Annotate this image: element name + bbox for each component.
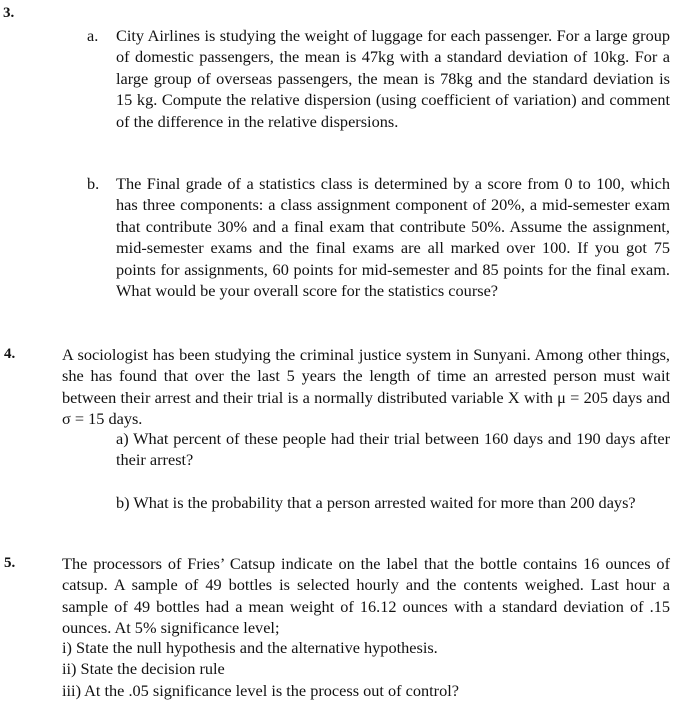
question-3b-text: The Final grade of a statistics class is determined by a score from 0 to 100, which has three components: a class assignment component of 20%, a mid-semester exam that contribute 30% and a final exam that contribute 50%. Assume the assignment, mid-semester exams and the final exams are all marked over 100. If you got 75 points for assignments, 60 points for mid-semester and 85 points for the final exam. What would be your overall score for the statistics course?	[116, 174, 670, 301]
question-3a-text: City Airlines is studying the weight of luggage for each passenger. For a large group of domestic passengers, the mean is 47kg with a standard deviation of 10kg. For a large group of overseas passengers, the mean is 78kg and the standard deviation is 15 kg. Compute the relative dispersion (using coefficient of variation) and comment of the difference in the relative dispersions.	[116, 26, 670, 131]
question-5-item-i: i) State the null hypothesis and the alternative hypothesis.	[62, 638, 438, 657]
question-4b-text: b) What is the probability that a person arrested waited for more than 200 days?	[116, 493, 636, 512]
question-4-intro: A sociologist has been studying the criminal justice system in Sunyani. Among other things, she has found that over the last 5 years the length of time an arrested person must wait between their arrest and their trial is a normally distributed variable X with μ = 205 days and σ = 15 days.	[62, 345, 670, 429]
question-5-item-ii: ii) State the decision rule	[62, 659, 225, 679]
question-5-items	[62, 637, 670, 701]
question-5-item-iii: iii) At the .05 significance level is the process out of control?	[62, 680, 459, 700]
question-3a-label: a.	[87, 26, 99, 45]
question-5-intro: The processors of Fries’ Catsup indicate on the label that the bottle contains 16 ounces of catsup. A sample of 49 bottles is selected hourly and the contents weighed. Last hour a sample of 49 bottles had a mean weight of 16.12 ounces with a standard deviation of .15 ounces. At 5% significance level;	[62, 554, 670, 638]
question-5-number: 5.	[4, 555, 16, 571]
question-4a-text: a) What percent of these people had their trial between 160 days and 190 days after their arrest?	[116, 429, 670, 470]
question-3-number: 3.	[3, 5, 15, 21]
question-4-number: 4.	[4, 346, 16, 362]
question-3b-label: b.	[87, 174, 100, 193]
